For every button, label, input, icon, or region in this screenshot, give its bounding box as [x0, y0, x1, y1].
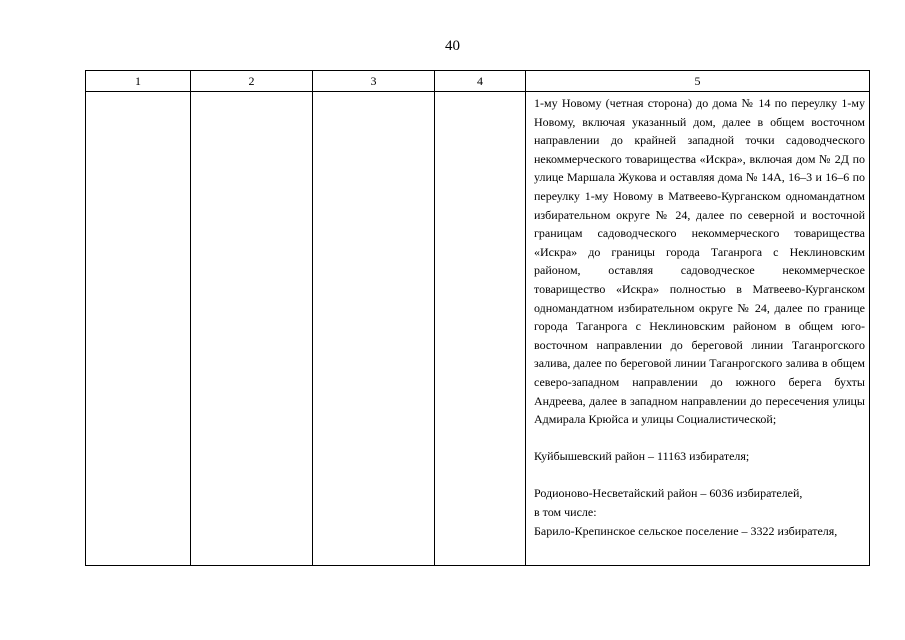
- district-kuibyshevsky: Куйбышевский район – 11163 избирателя;: [534, 449, 750, 464]
- table-cell-col-2: [191, 92, 313, 566]
- table-cell-col-4: [435, 92, 526, 566]
- table-cell-col-1: [86, 92, 191, 566]
- column-header-2: 2: [191, 71, 313, 92]
- districts-table: [85, 70, 870, 566]
- paragraph-spacer: [534, 429, 865, 448]
- column-header-5: 5: [526, 71, 870, 92]
- table-cell-col-5: [526, 92, 870, 566]
- settlement-barilo-krepinskoe: Барило-Крепинское сельское поселение – 3322 избирателя,: [534, 523, 838, 538]
- district-subheading: в том числе:: [534, 505, 597, 520]
- boundary-description: 1-му Новому (четная сторона) до дома № 14 по переулку 1-му Новому, включая указанный дом, далее в общем восточном направлении до крайней западной точки садоводческого некоммерческого товарищества «Искра», включая дом № 2Д по улице Маршала Жукова и оставляя дома № 14А, 16–3 и 16–6 по переулку 1-му Новому в Матвеево-Курганском одномандатном избирательном округе № 24, далее по северной и восточной границам садоводческого некоммерческого товарищества «Искра» до границы города Таганрога с Неклиновским районом, оставляя садоводческое некоммерческое товарищество «Искра» полностью в Матвеево-Курганском одномандатном избирательном округе № 24, далее по границе города Таганрога с Неклиновским районом в общем юго-восточном направлении до береговой линии Таганрогского залива, далее по береговой линии Таганрогского залива в общем северо-западном направлении до южного берега бухты Андреева, далее в западном направлении до пересечения улицы Адмирала Крюйса и улицы Социалистической;: [534, 96, 865, 427]
- column-header-3: 3: [313, 71, 435, 92]
- table-cell-col-3: [313, 92, 435, 566]
- column-header-4: 4: [435, 71, 526, 92]
- column-header-1: 1: [86, 71, 191, 92]
- table-header-row: [86, 71, 870, 92]
- district-rodionovo-nesvetaysky: Родионово-Несветайский район – 6036 избирателей,: [534, 486, 803, 501]
- page-number: 40: [445, 38, 460, 54]
- paragraph-spacer: [534, 466, 865, 485]
- table-row: [86, 92, 870, 566]
